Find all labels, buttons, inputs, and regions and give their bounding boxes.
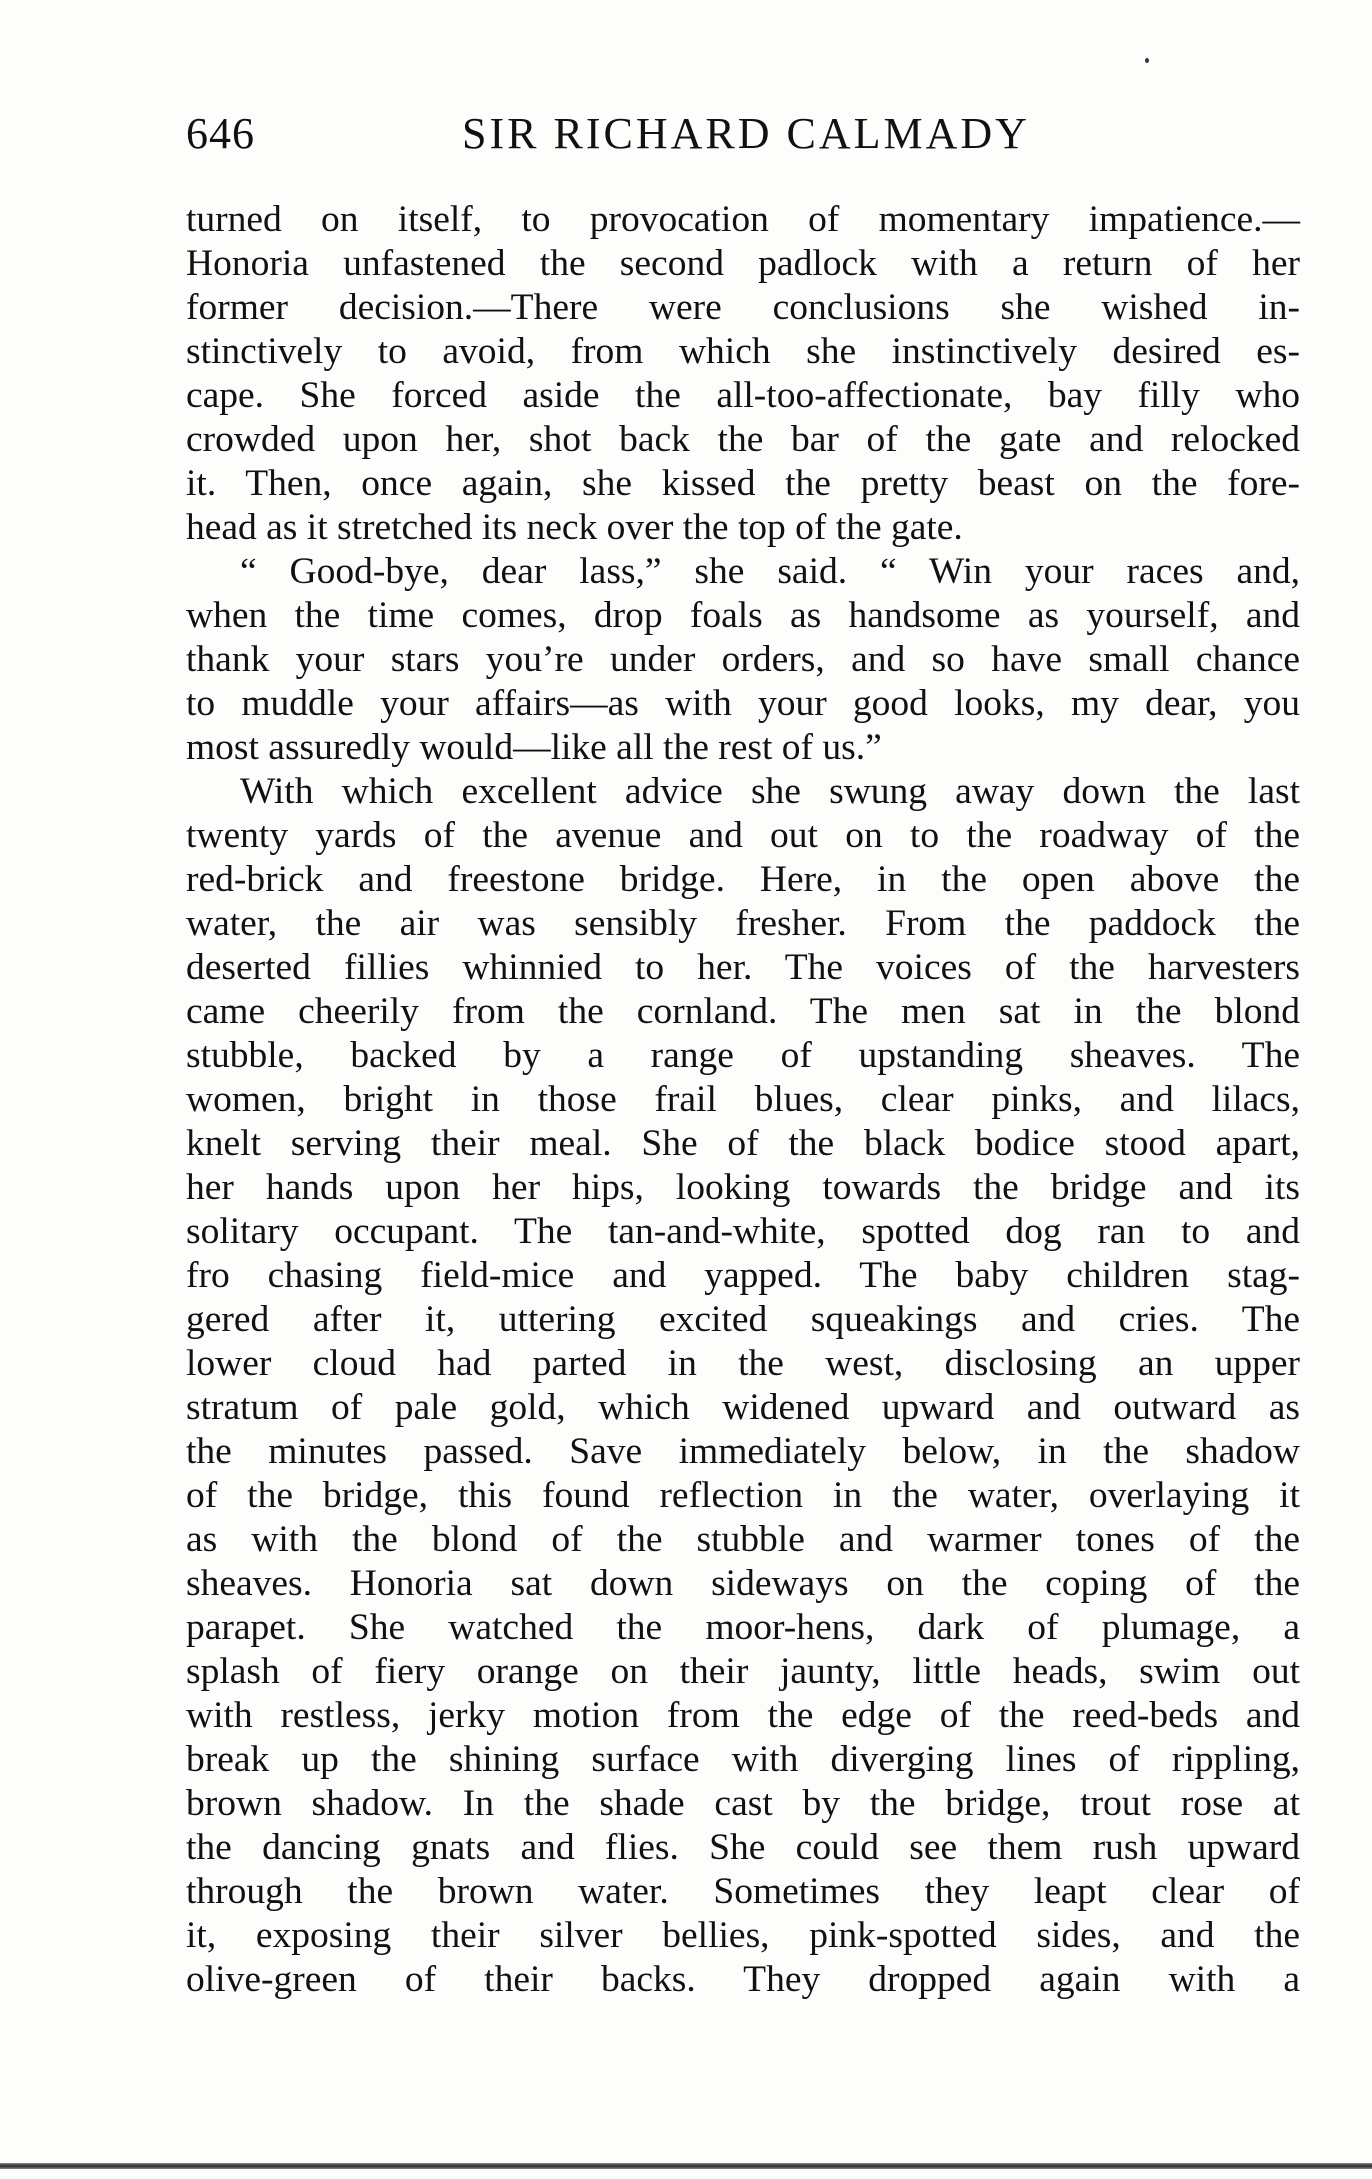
text-line: when the time comes, drop foals as handsome as yourself, and	[186, 595, 1300, 636]
text-line: the minutes passed. Save immediately below, in the shadow	[186, 1431, 1300, 1472]
text-line: stinctively to avoid, from which she instinctively desired es-	[186, 331, 1300, 372]
text-line: red-brick and freestone bridge. Here, in the open above the	[186, 859, 1300, 900]
text-line: head as it stretched its neck over the top of the gate.	[186, 507, 963, 548]
text-line: deserted fillies whinnied to her. The voices of the harvesters	[186, 947, 1300, 988]
paragraph-3	[186, 770, 1300, 2002]
text-line: her hands upon her hips, looking towards the bridge and its	[186, 1167, 1300, 1208]
text-line: crowded upon her, shot back the bar of the gate and relocked	[186, 419, 1300, 460]
text-line: to muddle your affairs—as with your good looks, my dear, you	[186, 683, 1300, 724]
text-line: “ Good-bye, dear lass,” she said. “ Win your races and,	[240, 551, 1300, 592]
text-line: former decision.—There were conclusions she wished in-	[186, 287, 1300, 328]
text-line: solitary occupant. The tan-and-white, spotted dog ran to and	[186, 1211, 1300, 1252]
text-line: parapet. She watched the moor-hens, dark of plumage, a	[186, 1607, 1300, 1648]
text-line: splash of fiery orange on their jaunty, little heads, swim out	[186, 1651, 1300, 1692]
text-line: With which excellent advice she swung away down the last	[240, 771, 1300, 812]
text-line: twenty yards of the avenue and out on to the roadway of the	[186, 815, 1300, 856]
text-line: as with the blond of the stubble and warmer tones of the	[186, 1519, 1300, 1560]
text-line: of the bridge, this found reflection in the water, overlaying it	[186, 1475, 1300, 1516]
text-line: through the brown water. Sometimes they leapt clear of	[186, 1871, 1300, 1912]
text-line: stratum of pale gold, which widened upward and outward as	[186, 1387, 1300, 1428]
text-line: knelt serving their meal. She of the black bodice stood apart,	[186, 1123, 1300, 1164]
ink-speck	[1145, 58, 1149, 63]
text-line: came cheerily from the cornland. The men sat in the blond	[186, 991, 1300, 1032]
text-line: women, bright in those frail blues, clear pinks, and lilacs,	[186, 1079, 1300, 1120]
text-line: gered after it, uttering excited squeakings and cries. The	[186, 1299, 1300, 1340]
body-text	[186, 198, 1300, 2002]
text-line: thank your stars you’re under orders, and so have small chance	[186, 639, 1300, 680]
page-number: 646	[186, 109, 255, 158]
text-line: stubble, backed by a range of upstanding sheaves. The	[186, 1035, 1300, 1076]
text-line: it, exposing their silver bellies, pink-spotted sides, and the	[186, 1915, 1300, 1956]
bottom-edge-rule	[0, 2163, 1372, 2169]
text-line: fro chasing field-mice and yapped. The baby children stag-	[186, 1255, 1300, 1296]
text-line: turned on itself, to provocation of momentary impatience.—	[186, 199, 1300, 240]
text-line: most assuredly would—like all the rest of us.”	[186, 727, 882, 768]
text-line: sheaves. Honoria sat down sideways on the coping of the	[186, 1563, 1300, 1604]
running-title: SIR RICHARD CALMADY	[462, 109, 1030, 158]
text-line: lower cloud had parted in the west, disclosing an upper	[186, 1343, 1300, 1384]
text-line: olive-green of their backs. They dropped again with a	[186, 1959, 1300, 2000]
text-line: brown shadow. In the shade cast by the bridge, trout rose at	[186, 1783, 1300, 1824]
text-line: the dancing gnats and flies. She could see them rush upward	[186, 1827, 1300, 1868]
text-line: water, the air was sensibly fresher. From the paddock the	[186, 903, 1300, 944]
text-line: cape. She forced aside the all-too-affectionate, bay filly who	[186, 375, 1300, 416]
paragraph-2	[186, 550, 1300, 770]
text-line: it. Then, once again, she kissed the pretty beast on the fore-	[186, 463, 1300, 504]
text-line: with restless, jerky motion from the edge of the reed-beds and	[186, 1695, 1300, 1736]
text-line: break up the shining surface with diverging lines of rippling,	[186, 1739, 1300, 1780]
page-header	[186, 108, 1286, 168]
paragraph-1	[186, 198, 1300, 550]
text-line: Honoria unfastened the second padlock with a return of her	[186, 243, 1300, 284]
